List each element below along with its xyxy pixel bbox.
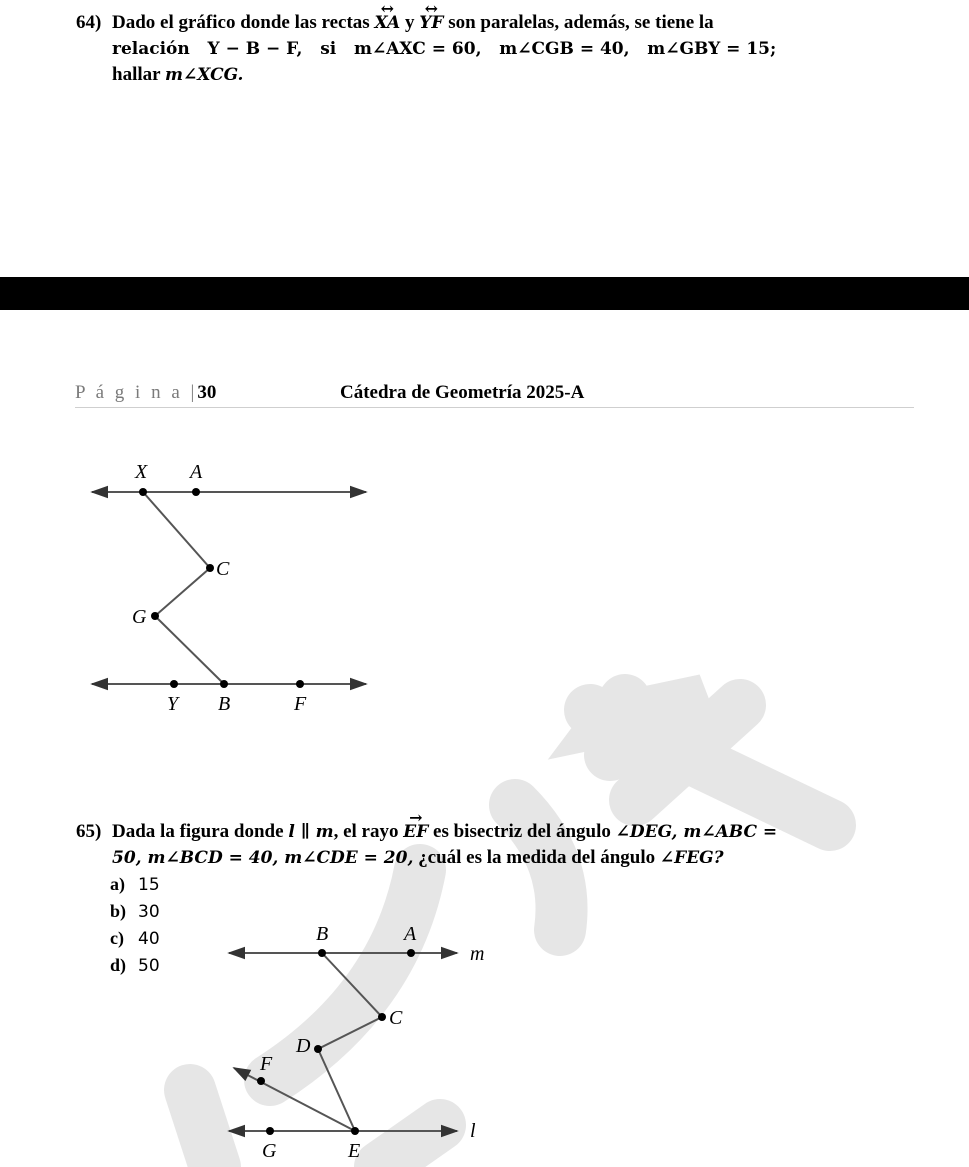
label-f: F bbox=[260, 1053, 273, 1075]
point-f bbox=[257, 1077, 265, 1085]
label-g: G bbox=[262, 1140, 277, 1162]
point-g bbox=[266, 1127, 274, 1135]
label-a: A bbox=[404, 923, 417, 945]
option-d[interactable]: d) 50 bbox=[110, 955, 160, 976]
ray-ef: → EF bbox=[403, 820, 428, 845]
q64-line-2: relación Y − B − F, si m∠AXC = 60, m∠CGB = 40, m∠GBY = 15; bbox=[112, 39, 777, 59]
q64-line-1: 64) Dado el gráfico donde las rectas ↔ XA y ↔ YF son paralelas, además, se tiene la bbox=[76, 10, 916, 36]
line-xa: ↔ XA bbox=[374, 11, 400, 36]
point-d bbox=[314, 1045, 322, 1053]
line-yf: ↔ YF bbox=[419, 11, 443, 36]
label-b: B bbox=[316, 923, 329, 945]
label-g: G bbox=[132, 606, 147, 628]
polyline-bcde bbox=[318, 953, 382, 1131]
label-m: m bbox=[470, 943, 485, 965]
q65-line-1: 65) Dada la figura donde l ∥ m, el rayo → EF es bisectriz del ángulo ∠DEG, m∠ABC = bbox=[76, 819, 926, 845]
label-c: C bbox=[216, 558, 230, 580]
page-number: P á g i n a |30 bbox=[75, 382, 217, 403]
label-d: D bbox=[296, 1035, 311, 1057]
point-b bbox=[318, 949, 326, 957]
point-e bbox=[351, 1127, 359, 1135]
label-e: E bbox=[348, 1140, 361, 1162]
option-c[interactable]: c) 40 bbox=[110, 928, 160, 949]
option-b[interactable]: b) 30 bbox=[110, 901, 160, 922]
label-a: A bbox=[190, 461, 203, 483]
page-title: Cátedra de Geometría 2025-A bbox=[340, 382, 585, 403]
label-c: C bbox=[389, 1007, 403, 1029]
point-c bbox=[378, 1013, 386, 1021]
label-b: B bbox=[218, 693, 231, 715]
label-f: F bbox=[294, 693, 307, 715]
ray-ef-segment bbox=[234, 1068, 355, 1131]
option-a[interactable]: a) 15 bbox=[110, 874, 160, 895]
label-y: Y bbox=[167, 693, 179, 715]
q64-line-3: hallar m∠XCG. bbox=[112, 64, 244, 85]
question-number: 64) bbox=[76, 12, 102, 33]
label-x: X bbox=[135, 461, 148, 483]
q65-line-2: 50, m∠BCD = 40, m∠CDE = 20, ¿cuál es la medida del ángulo ∠FEG? bbox=[112, 847, 724, 868]
question-number: 65) bbox=[76, 821, 102, 842]
point-a bbox=[407, 949, 415, 957]
label-l: l bbox=[470, 1120, 476, 1142]
